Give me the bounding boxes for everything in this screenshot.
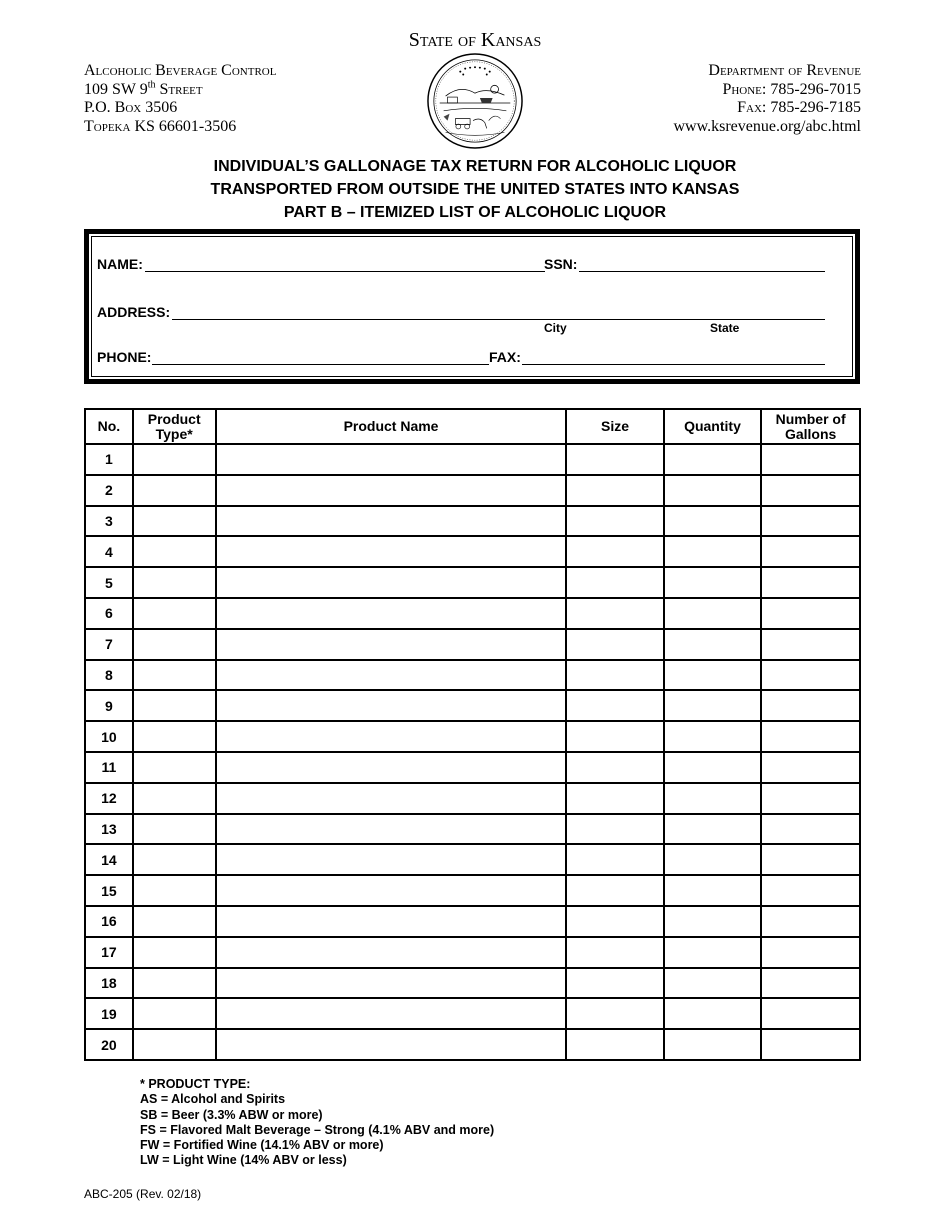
row-number: 20 [85, 1029, 133, 1060]
street-name: Street [155, 80, 203, 98]
quantity-cell[interactable] [664, 690, 762, 721]
fax-line [673, 99, 861, 118]
table-row [85, 567, 860, 598]
table-row [85, 844, 860, 875]
table-row [85, 690, 860, 721]
quantity-cell[interactable] [664, 629, 762, 660]
legend-item: LW = Light Wine (14% ABV or less) [140, 1153, 347, 1168]
name-label: NAME: [97, 256, 143, 272]
row-number: 11 [85, 752, 133, 783]
quantity-cell[interactable] [664, 875, 762, 906]
product-name-cell[interactable] [216, 506, 567, 537]
state-caption: State [710, 321, 740, 335]
revenue-contact-block [673, 62, 861, 136]
product-type-cell[interactable] [133, 506, 216, 537]
ssn-field[interactable] [579, 271, 825, 272]
quantity-cell[interactable] [664, 660, 762, 691]
row-number: 17 [85, 937, 133, 968]
product-type-cell[interactable] [133, 1029, 216, 1060]
department-name: Department of Revenue [708, 62, 861, 79]
itemized-liquor-table [84, 408, 861, 1061]
table-row [85, 536, 860, 567]
table-row [85, 598, 860, 629]
product-type-cell[interactable] [133, 660, 216, 691]
quantity-cell[interactable] [664, 906, 762, 937]
legend-item: SB = Beer (3.3% ABW or more) [140, 1107, 323, 1122]
gallons-cell[interactable] [761, 444, 860, 475]
row-number: 15 [85, 875, 133, 906]
state-title: State of Kansas [408, 29, 542, 51]
gallons-cell[interactable] [761, 721, 860, 752]
ssn-label: SSN: [544, 256, 578, 272]
size-cell[interactable] [566, 506, 663, 537]
product-name-cell[interactable] [216, 660, 567, 691]
quantity-cell[interactable] [664, 998, 762, 1029]
table-row [85, 968, 860, 999]
product-type-cell[interactable] [133, 629, 216, 660]
row-number: 16 [85, 906, 133, 937]
gallons-cell[interactable] [761, 1029, 860, 1060]
address-field[interactable] [172, 319, 825, 320]
product-name-cell[interactable] [216, 937, 567, 968]
phone-label: PHONE: [97, 349, 152, 365]
product-type-cell[interactable] [133, 536, 216, 567]
row-number: 3 [85, 506, 133, 537]
product-type-cell[interactable] [133, 598, 216, 629]
product-name-cell[interactable] [216, 536, 567, 567]
title-line-1: INDIVIDUAL’S GALLONAGE TAX RETURN FOR ALCOHOLIC LIQUOR [213, 158, 737, 175]
table-row [85, 875, 860, 906]
quantity-cell[interactable] [664, 937, 762, 968]
table-row [85, 660, 860, 691]
table-row [85, 721, 860, 752]
row-number: 12 [85, 783, 133, 814]
product-type-cell[interactable] [133, 937, 216, 968]
product-name-cell[interactable] [216, 721, 567, 752]
quantity-cell[interactable] [664, 783, 762, 814]
size-cell[interactable] [566, 814, 663, 845]
gallons-cell[interactable] [761, 475, 860, 506]
quantity-cell[interactable] [664, 752, 762, 783]
product-name-cell[interactable] [216, 1029, 567, 1060]
product-type-cell[interactable] [133, 721, 216, 752]
table-row [85, 1029, 860, 1060]
product-type-legend [140, 1077, 494, 1169]
product-name-cell[interactable] [216, 998, 567, 1029]
table-row [85, 444, 860, 475]
gallons-cell[interactable] [761, 567, 860, 598]
quantity-cell[interactable] [664, 814, 762, 845]
quantity-cell[interactable] [664, 567, 762, 598]
size-cell[interactable] [566, 721, 663, 752]
size-cell[interactable] [566, 1029, 663, 1060]
product-name-cell[interactable] [216, 475, 567, 506]
quantity-cell[interactable] [664, 536, 762, 567]
table-row [85, 937, 860, 968]
fax-label: FAX: [489, 349, 521, 365]
abc-address-block [84, 62, 276, 136]
product-type-cell[interactable] [133, 690, 216, 721]
product-name-cell[interactable] [216, 814, 567, 845]
product-name-cell[interactable] [216, 598, 567, 629]
row-number: 6 [85, 598, 133, 629]
gallons-cell[interactable] [761, 660, 860, 691]
gallons-cell[interactable] [761, 536, 860, 567]
size-cell[interactable] [566, 906, 663, 937]
size-cell[interactable] [566, 567, 663, 598]
street-ordinal: th [147, 79, 156, 91]
quantity-cell[interactable] [664, 721, 762, 752]
phone-number: 785-296-7015 [766, 80, 861, 98]
gallons-cell[interactable] [761, 998, 860, 1029]
quantity-cell[interactable] [664, 1029, 762, 1060]
table-row [85, 814, 860, 845]
product-name-cell[interactable] [216, 752, 567, 783]
product-name-cell[interactable] [216, 567, 567, 598]
col-header-product-type: Product Type* [133, 409, 216, 444]
row-number: 9 [85, 690, 133, 721]
legend-item: FS = Flavored Malt Beverage – Strong (4.1% ABV and more) [140, 1122, 495, 1137]
title-line-2: TRANSPORTED FROM OUTSIDE THE UNITED STATES INTO KANSAS [210, 181, 740, 198]
gallons-cell[interactable] [761, 629, 860, 660]
quantity-cell[interactable] [664, 598, 762, 629]
title-line-3: PART B – ITEMIZED LIST OF ALCOHOLIC LIQUOR [283, 204, 667, 221]
street-address [84, 81, 276, 100]
street-number: 109 SW 9 [84, 80, 148, 98]
size-cell[interactable] [566, 998, 663, 1029]
city-caption: City [544, 321, 567, 335]
size-cell[interactable] [566, 875, 663, 906]
gallons-cell[interactable] [761, 968, 860, 999]
row-number: 14 [85, 844, 133, 875]
quantity-cell[interactable] [664, 506, 762, 537]
table-row [85, 475, 860, 506]
product-type-cell[interactable] [133, 475, 216, 506]
size-cell[interactable] [566, 752, 663, 783]
size-cell[interactable] [566, 690, 663, 721]
gallons-cell[interactable] [761, 814, 860, 845]
product-name-cell[interactable] [216, 783, 567, 814]
name-field[interactable] [145, 271, 545, 272]
row-number: 13 [85, 814, 133, 845]
city-state-zip: Topeka KS 66601-3506 [84, 117, 237, 135]
product-name-cell[interactable] [216, 444, 567, 475]
gallons-cell[interactable] [761, 875, 860, 906]
product-type-cell[interactable] [133, 567, 216, 598]
product-name-cell[interactable] [216, 690, 567, 721]
col-header-quantity: Quantity [664, 409, 762, 444]
row-number: 7 [85, 629, 133, 660]
col-header-size: Size [566, 409, 663, 444]
quantity-cell[interactable] [664, 444, 762, 475]
gallons-cell[interactable] [761, 690, 860, 721]
size-cell[interactable] [566, 660, 663, 691]
product-type-cell[interactable] [133, 844, 216, 875]
product-name-cell[interactable] [216, 844, 567, 875]
size-cell[interactable] [566, 475, 663, 506]
gallons-cell[interactable] [761, 783, 860, 814]
phone-label: Phone: [722, 80, 767, 98]
size-cell[interactable] [566, 968, 663, 999]
product-type-cell[interactable] [133, 814, 216, 845]
legend-item: FW = Fortified Wine (14.1% ABV or more) [140, 1138, 384, 1153]
size-cell[interactable] [566, 444, 663, 475]
size-cell[interactable] [566, 598, 663, 629]
product-type-cell[interactable] [133, 906, 216, 937]
fax-label: Fax: [737, 99, 767, 116]
table-row [85, 752, 860, 783]
legend-heading: * PRODUCT TYPE: [140, 1077, 251, 1091]
product-type-cell[interactable] [133, 998, 216, 1029]
gallons-cell[interactable] [761, 937, 860, 968]
table-row [85, 906, 860, 937]
row-number: 4 [85, 536, 133, 567]
product-type-cell[interactable] [133, 968, 216, 999]
gallons-cell[interactable] [761, 752, 860, 783]
row-number: 10 [85, 721, 133, 752]
fax-field[interactable] [522, 364, 825, 365]
agency-name: Alcoholic Beverage Control [84, 62, 277, 79]
product-name-cell[interactable] [216, 906, 567, 937]
table-row [85, 629, 860, 660]
table-row [85, 998, 860, 1029]
table-header-row [85, 409, 860, 444]
product-name-cell[interactable] [216, 875, 567, 906]
product-name-cell[interactable] [216, 629, 567, 660]
legend-item: AS = Alcohol and Spirits [140, 1092, 286, 1107]
taxpayer-info-box [84, 229, 860, 384]
gallons-cell[interactable] [761, 844, 860, 875]
phone-line [673, 81, 861, 100]
row-number: 19 [85, 998, 133, 1029]
product-type-cell[interactable] [133, 444, 216, 475]
size-cell[interactable] [566, 783, 663, 814]
size-cell[interactable] [566, 937, 663, 968]
product-name-cell[interactable] [216, 968, 567, 999]
kansas-state-seal-icon [426, 52, 524, 150]
col-header-gallons: Number of Gallons [761, 409, 860, 444]
table-row [85, 783, 860, 814]
gallons-cell[interactable] [761, 598, 860, 629]
product-type-cell[interactable] [133, 752, 216, 783]
quantity-cell[interactable] [664, 475, 762, 506]
row-number: 2 [85, 475, 133, 506]
row-number: 5 [85, 567, 133, 598]
col-header-no: No. [85, 409, 133, 444]
quantity-cell[interactable] [664, 844, 762, 875]
quantity-cell[interactable] [664, 968, 762, 999]
po-box: P.O. Box 3506 [84, 99, 178, 116]
form-title [0, 155, 950, 224]
address-label: ADDRESS: [97, 304, 171, 320]
table-row [85, 506, 860, 537]
product-type-cell[interactable] [133, 783, 216, 814]
row-number: 18 [85, 968, 133, 999]
form-revision-id: ABC-205 (Rev. 02/18) [84, 1187, 202, 1201]
website-link[interactable]: www.ksrevenue.org/abc.html [673, 117, 861, 135]
row-number: 1 [85, 444, 133, 475]
gallons-cell[interactable] [761, 506, 860, 537]
size-cell[interactable] [566, 629, 663, 660]
row-number: 8 [85, 660, 133, 691]
phone-field[interactable] [152, 364, 489, 365]
fax-number: 785-296-7185 [766, 99, 861, 116]
product-type-cell[interactable] [133, 875, 216, 906]
gallons-cell[interactable] [761, 906, 860, 937]
col-header-product-name: Product Name [216, 409, 567, 444]
size-cell[interactable] [566, 536, 663, 567]
size-cell[interactable] [566, 844, 663, 875]
